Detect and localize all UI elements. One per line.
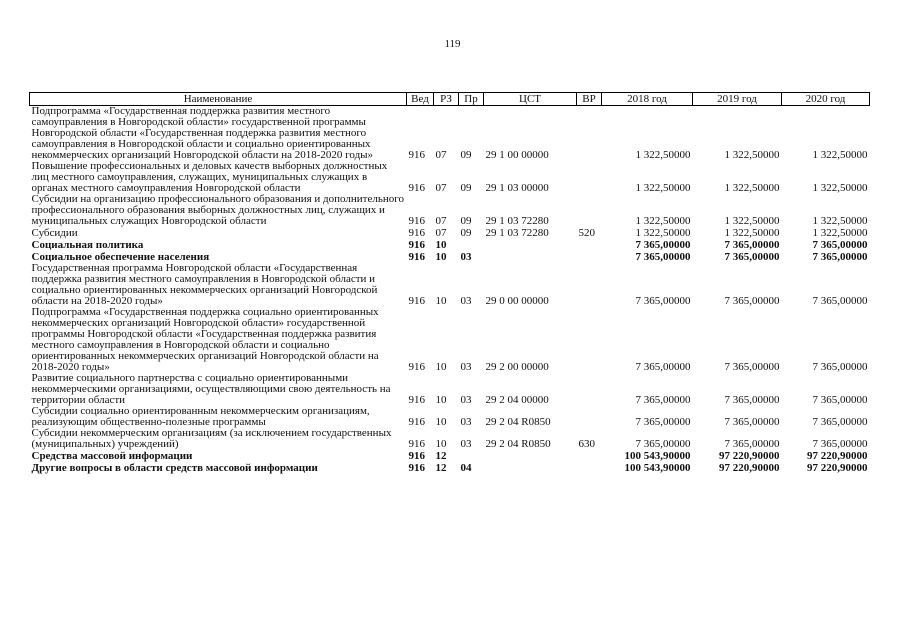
cell-2019: 7 365,00000	[724, 438, 780, 450]
cell-2019: 7 365,00000	[724, 239, 780, 251]
cell-ved: 916	[408, 182, 425, 194]
cell-2018: 1 322,50000	[635, 227, 691, 239]
col-header-2020: 2020 год	[782, 93, 870, 106]
cell-vr	[577, 161, 602, 194]
budget-table	[29, 92, 870, 474]
table-body	[30, 106, 870, 475]
cell-ved: 916	[408, 227, 425, 239]
cell-2018: 1 322,50000	[635, 182, 691, 194]
cell-pr: 03	[460, 251, 472, 263]
cell-rz: 07	[435, 182, 447, 194]
cell-2018: 7 365,00000	[635, 295, 691, 307]
cell-rz: 12	[435, 450, 447, 462]
table-row	[30, 406, 870, 428]
table-row	[30, 239, 870, 251]
cell-name: Государственная программа Новгородской области «Государственная поддержка развития местного самоуправления в Новгородской области и социально ориентированных некоммерческих организаций Новгородской области на 2018-2020 годы»	[31, 262, 378, 307]
cell-cst	[484, 239, 577, 251]
cell-rz: 07	[435, 227, 447, 239]
cell-2020: 7 365,00000	[812, 295, 868, 307]
cell-2019: 7 365,00000	[724, 394, 780, 406]
table-row	[30, 263, 870, 307]
cell-pr: 09	[460, 227, 472, 239]
cell-2018: 100 543,90000	[624, 450, 691, 462]
cell-cst: 29 2 04 R0850	[485, 438, 551, 450]
cell-vr	[577, 194, 602, 227]
cell-ved: 916	[408, 295, 425, 307]
cell-name: Субсидии социально ориентированным некоммерческим организациям, реализующим общественно-полезные программы	[31, 405, 370, 428]
cell-2018: 7 365,00000	[635, 361, 691, 373]
cell-2018: 1 322,50000	[635, 149, 691, 161]
cell-pr: 03	[460, 295, 472, 307]
cell-rz: 12	[435, 462, 447, 474]
cell-pr: 09	[460, 182, 472, 194]
cell-name: Средства массовой информации	[31, 450, 193, 462]
cell-2019: 7 365,00000	[724, 295, 780, 307]
cell-ved: 916	[408, 416, 425, 428]
cell-vr	[577, 450, 602, 462]
cell-vr	[577, 239, 602, 251]
cell-name: Социальная политика	[31, 239, 144, 251]
cell-rz: 07	[435, 149, 447, 161]
cell-2020: 97 220,90000	[807, 462, 868, 474]
col-header-2019: 2019 год	[693, 93, 782, 106]
cell-ved: 916	[408, 361, 425, 373]
col-header-pr: Пр	[459, 93, 484, 106]
cell-2020: 97 220,90000	[807, 450, 868, 462]
table-row	[30, 194, 870, 227]
cell-pr: 03	[460, 438, 472, 450]
cell-2019: 7 365,00000	[724, 361, 780, 373]
cell-ved: 916	[408, 215, 425, 227]
cell-pr: 09	[460, 149, 472, 161]
cell-pr: 09	[460, 215, 472, 227]
page-number: 119	[444, 38, 461, 50]
cell-vr	[577, 307, 602, 373]
cell-cst: 29 0 00 00000	[485, 295, 549, 307]
cell-rz: 10	[435, 239, 447, 251]
col-header-2018: 2018 год	[602, 93, 693, 106]
col-header-cst: ЦСТ	[484, 93, 577, 106]
table-row	[30, 428, 870, 450]
cell-2019: 1 322,50000	[724, 149, 780, 161]
cell-pr: 03	[460, 361, 472, 373]
cell-ved: 916	[408, 251, 425, 263]
cell-2020: 1 322,50000	[812, 215, 868, 227]
table-header-row	[30, 93, 870, 106]
cell-ved: 916	[408, 462, 425, 474]
table-row	[30, 373, 870, 406]
cell-vr	[577, 462, 602, 474]
cell-2020: 7 365,00000	[812, 239, 868, 251]
cell-2018: 7 365,00000	[635, 438, 691, 450]
cell-2019: 97 220,90000	[719, 450, 780, 462]
table-row	[30, 227, 870, 239]
col-header-ved: Вед	[407, 93, 434, 106]
cell-pr	[459, 239, 484, 251]
cell-ved: 916	[408, 149, 425, 161]
cell-2018: 7 365,00000	[635, 394, 691, 406]
cell-ved: 916	[408, 450, 425, 462]
cell-2018: 7 365,00000	[635, 251, 691, 263]
cell-cst	[484, 450, 577, 462]
col-header-rz: РЗ	[434, 93, 459, 106]
cell-vr: 630	[578, 438, 595, 450]
cell-2020: 1 322,50000	[812, 182, 868, 194]
cell-2020: 7 365,00000	[812, 361, 868, 373]
cell-2020: 1 322,50000	[812, 227, 868, 239]
cell-2020: 7 365,00000	[812, 394, 868, 406]
cell-2018: 1 322,50000	[635, 215, 691, 227]
cell-ved: 916	[408, 239, 425, 251]
cell-2018: 7 365,00000	[635, 239, 691, 251]
cell-2020: 7 365,00000	[812, 416, 868, 428]
cell-vr	[577, 251, 602, 263]
cell-2019: 7 365,00000	[724, 416, 780, 428]
cell-name: Повышение профессиональных и деловых качеств выборных должностных лиц местного самоуправления, служащих, муниципальных служащих в органах местного самоуправления Новгородской области	[31, 160, 388, 194]
cell-vr	[577, 406, 602, 428]
cell-ved: 916	[408, 438, 425, 450]
cell-name: Другие вопросы в области средств массовой информации	[31, 462, 318, 474]
cell-2020: 7 365,00000	[812, 438, 868, 450]
cell-cst: 29 1 00 00000	[485, 149, 549, 161]
cell-cst: 29 2 04 00000	[485, 394, 549, 406]
cell-rz: 10	[435, 438, 447, 450]
cell-2019: 1 322,50000	[724, 227, 780, 239]
cell-vr	[577, 263, 602, 307]
col-header-name: Наименование	[30, 93, 407, 106]
cell-cst: 29 1 03 00000	[485, 182, 549, 194]
cell-rz: 10	[435, 251, 447, 263]
cell-pr: 04	[460, 462, 472, 474]
cell-name: Субсидии некоммерческим организациям (за исключением государственных (муниципальных) учреждений)	[31, 427, 392, 450]
cell-pr: 03	[460, 416, 472, 428]
cell-name: Развитие социального партнерства с социально ориентированными некоммерческими организациями, осуществляющими свою деятельность на территории области	[31, 372, 391, 406]
cell-2019: 1 322,50000	[724, 182, 780, 194]
cell-vr	[577, 373, 602, 406]
cell-2020: 1 322,50000	[812, 149, 868, 161]
cell-2019: 97 220,90000	[719, 462, 780, 474]
cell-2018: 100 543,90000	[624, 462, 691, 474]
cell-name: Подпрограмма «Государственная поддержка социально ориентированных некоммерческих организаций Новгородской области» государственной программы Новгородской области «Государственная поддержка развития местного самоуправления в Новгородской области и социально ориентированных некоммерческих организаций Новгородской области на 2018-2020 годы»	[31, 306, 379, 373]
cell-cst: 29 1 03 72280	[485, 215, 549, 227]
cell-rz: 10	[435, 295, 447, 307]
col-header-vr: ВР	[577, 93, 602, 106]
cell-cst	[484, 251, 577, 263]
table-row	[30, 106, 870, 162]
cell-2019: 7 365,00000	[724, 251, 780, 263]
cell-vr	[577, 106, 602, 162]
cell-2020: 7 365,00000	[812, 251, 868, 263]
table-row	[30, 307, 870, 373]
cell-vr: 520	[578, 227, 595, 239]
cell-cst: 29 2 00 00000	[485, 361, 549, 373]
cell-name: Подпрограмма «Государственная поддержка развития местного самоуправления в Новгородской области» государственной программы Новгородской области «Государственная поддержка развития местного самоуправления в Новгородской области и социально ориентированных некоммерческих организаций Новгородской области на 2018-2020 годы»	[31, 105, 374, 161]
cell-rz: 10	[435, 416, 447, 428]
cell-name: Субсидии на организацию профессионального образования и дополнительного профессионального образования выборных должностных лиц, служащих и муниципальных служащих Новгородской области	[31, 193, 404, 227]
cell-2018: 7 365,00000	[635, 416, 691, 428]
cell-cst: 29 2 04 R0850	[485, 416, 551, 428]
cell-name: Социальное обеспечение населения	[31, 251, 210, 263]
cell-2019: 1 322,50000	[724, 215, 780, 227]
scan-marks	[0, 630, 905, 640]
cell-pr	[459, 450, 484, 462]
cell-rz: 07	[435, 215, 447, 227]
cell-pr: 03	[460, 394, 472, 406]
cell-rz: 10	[435, 394, 447, 406]
cell-cst	[484, 462, 577, 474]
cell-rz: 10	[435, 361, 447, 373]
cell-ved: 916	[408, 394, 425, 406]
table-row	[30, 450, 870, 462]
cell-name: Субсидии	[31, 227, 78, 239]
cell-cst: 29 1 03 72280	[485, 227, 549, 239]
table-row	[30, 161, 870, 194]
table-row	[30, 462, 870, 474]
